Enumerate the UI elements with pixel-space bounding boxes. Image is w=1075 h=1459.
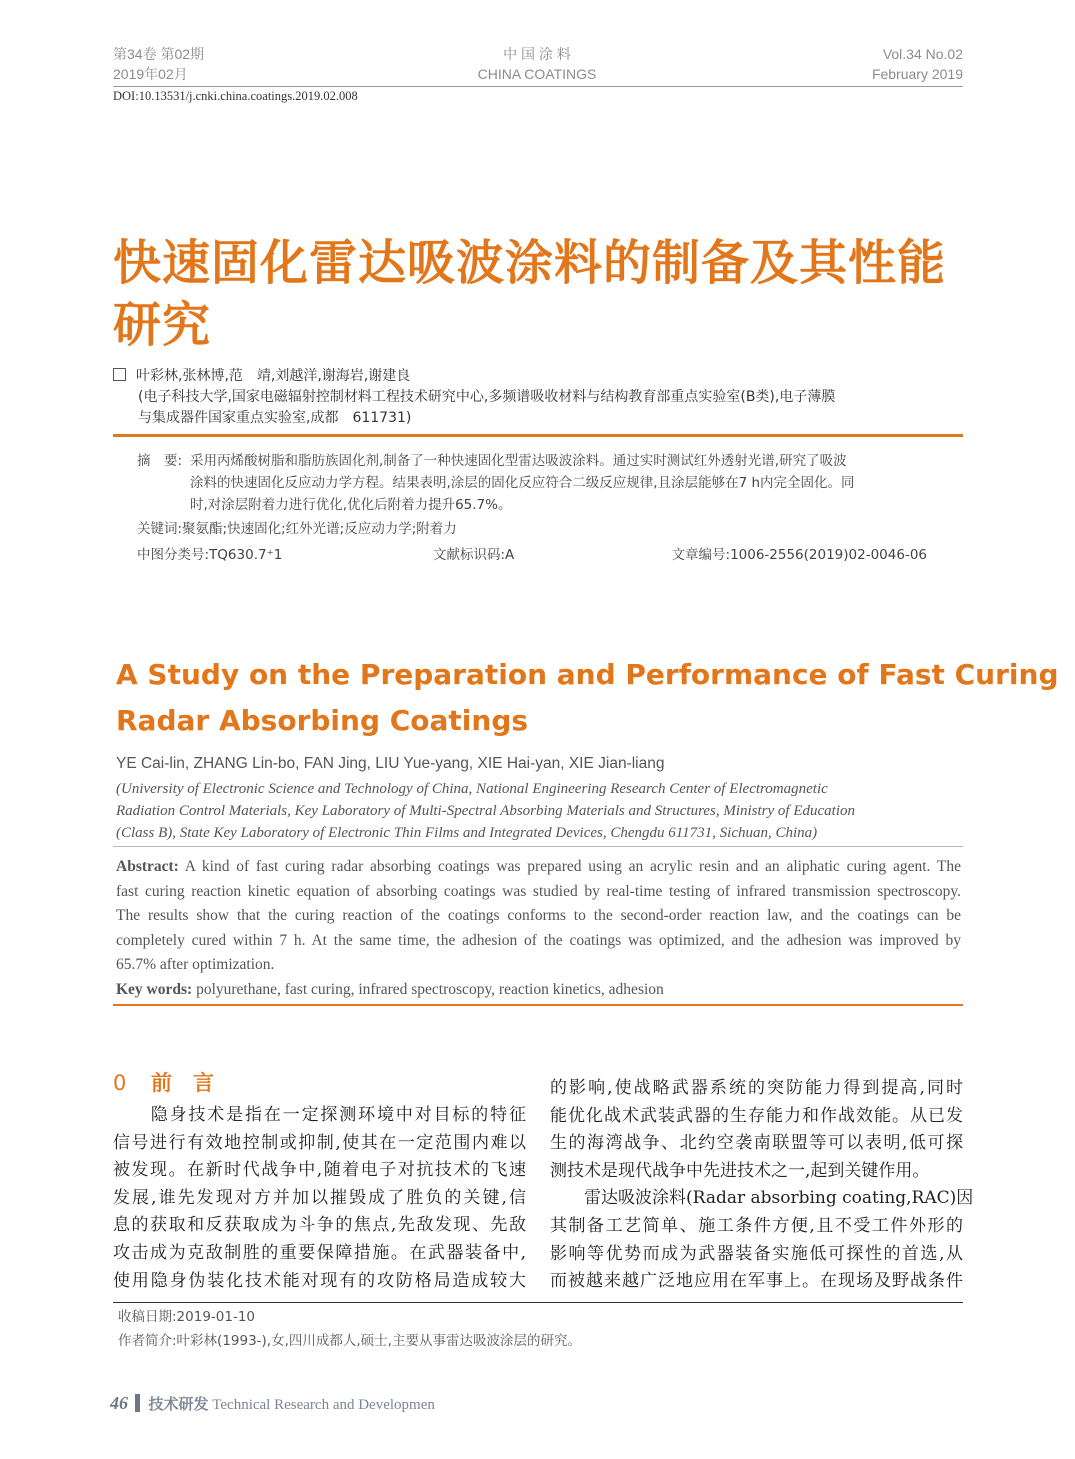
body-line: 其制备工艺简单、施工条件方便,且不受工件外形的 — [550, 1215, 963, 1236]
body-line: 攻击成为克敌制胜的重要保障措施。在武器装备中, — [113, 1242, 526, 1263]
page-footer — [110, 1392, 435, 1416]
keywords-en: polyurethane, fast curing, infrared spectroscopy, reaction kinetics, adhesion — [192, 980, 664, 998]
abstract-en-line: fast curing reaction kinetic equation of absorbing coatings was studied by real-time testing of infrared transmission spectroscopy. — [116, 882, 961, 900]
footnote-rule — [113, 1302, 963, 1303]
journal-name — [437, 44, 637, 84]
abstract-en-line: A kind of fast curing radar absorbing coatings was prepared using an acrylic resin and an aliphatic curing agent. The — [178, 858, 961, 875]
authors-block-cn — [113, 366, 835, 429]
affiliation-cn-line: 与集成器件国家重点实验室,成都 611731) — [138, 410, 412, 426]
date-cn: 2019年02月 — [113, 66, 188, 82]
affiliation-cn-line: (电子科技大学,国家电磁辐射控制材料工程技术研究中心,多频谱吸收材料与结构教育部重点实验室(B类),电子薄膜 — [138, 389, 836, 405]
title-cn-line: 研究 — [113, 297, 212, 353]
body-line: 被发现。在新时代战争中,随着电子对抗技术的飞速 — [113, 1160, 526, 1181]
body-line: 隐身技术是指在一定探测环境中对目标的特征 — [113, 1105, 526, 1125]
title-en-line: A Study on the Preparation and Performance of Fast Curing — [116, 658, 1059, 691]
doi: DOI:10.13531/j.cnki.china.coatings.2019.02.008 — [113, 89, 358, 103]
abstract-en-line: The results show that the curing reaction of the coatings conforms to the second-order reaction law, and the coatings can be — [116, 907, 961, 924]
body-line: 能优化战术武装武器的生存能力和作战效能。从已发 — [550, 1105, 963, 1126]
body-line: 测技术是现代战争中先进技术之一,起到关键作用。 — [550, 1160, 930, 1181]
received-date: 收稿日期:2019-01-10 — [118, 1309, 256, 1325]
keywords-en-label: Key words: — [116, 980, 193, 998]
section-number: 0 — [113, 1071, 127, 1095]
issue-info-en — [872, 44, 963, 84]
journal-name-cn: 中 国 涂 料 — [503, 46, 571, 62]
abstract-en — [116, 855, 961, 1002]
abstract-top-rule — [113, 846, 963, 847]
journal-name-en: CHINA COATINGS — [477, 66, 597, 82]
body-line: 发展,谁先发现对方并加以摧毁成了胜负的关键,信 — [113, 1187, 526, 1208]
volume-cn: 第34卷 第02期 — [113, 46, 205, 62]
issue-info — [113, 44, 204, 84]
keywords-cn: 关键词:聚氨酯;快速固化;红外光谱;反应动力学;附着力 — [137, 521, 457, 537]
footnotes — [118, 1305, 581, 1353]
body-column-right — [550, 1075, 974, 1296]
title-cn-line: 快速固化雷达吸波涂料的制备及其性能 — [113, 235, 947, 291]
abstract-cn-line: 时,对涂层附着力进行优化,优化后附着力提升65.7%。 — [190, 497, 512, 513]
affiliation-en-line: (Class B), State Key Laboratory of Electronic Thin Films and Integrated Devices, Chengdu 611731, Sichuan, China) — [116, 825, 818, 841]
affiliation-en-line: Radiation Control Materials, Key Laboratory of Multi-Spectral Absorbing Materials and Structures, Ministry of Education — [116, 803, 855, 819]
document-code: 文献标识码:A — [433, 547, 515, 563]
body-line: 影响等优势而成为武器装备实施低可探性的首选,从 — [550, 1243, 963, 1264]
body-column-left — [113, 1102, 526, 1295]
author-bio: 作者简介:叶彩林(1993-),女,四川成都人,硕士,主要从事雷达吸波涂层的研究。 — [118, 1333, 581, 1349]
affiliation-en — [116, 778, 855, 844]
date-en: February 2019 — [871, 66, 963, 82]
footer-section-en: Technical Research and Developmen — [212, 1397, 435, 1413]
body-line: 的影响,使战略武器系统的突防能力得到提高,同时 — [550, 1078, 963, 1098]
title-cn — [113, 232, 946, 356]
abstract-cn-line: 涂料的快速固化反应动力学方程。结果表明,涂层的固化反应符合二级反应规律,且涂层能够在7 h内完全固化。同 — [190, 475, 855, 491]
footer-bar-icon — [135, 1394, 140, 1412]
body-line: 雷达吸波涂料(Radar absorbing coating,RAC)因 — [550, 1188, 974, 1209]
section-heading — [113, 1068, 214, 1098]
body-line: 生的海湾战争、北约空袭南联盟等可以表明,低可探 — [550, 1133, 963, 1154]
body-line: 使用隐身伪装化技术能对现有的攻防格局造成较大 — [113, 1270, 526, 1291]
orange-rule-bottom — [113, 1004, 963, 1006]
abstract-en-line: 65.7% after optimization. — [116, 956, 275, 973]
clc-number: 中图分类号:TQ630.7⁺1 — [137, 547, 283, 563]
orange-rule — [113, 434, 963, 437]
body-line: 而被越来越广泛地应用在军事上。在现场及野战条件 — [550, 1271, 963, 1292]
abstract-en-label: Abstract: — [116, 858, 179, 875]
title-en-line: Radar Absorbing Coatings — [116, 704, 529, 737]
abstract-cn-line: 采用丙烯酸树脂和脂肪族固化剂,制备了一种快速固化型雷达吸波涂料。通过实时测试红外透射光谱,研究了吸波 — [190, 453, 847, 469]
body-line: 息的获取和反获取成为斗争的焦点,先敌发现、先敌 — [113, 1215, 526, 1236]
authors-cn: 叶彩林,张林博,范 靖,刘越洋,谢海岩,谢建良 — [136, 368, 411, 384]
classification-row — [137, 544, 927, 566]
header-rule — [113, 86, 963, 87]
volume-en: Vol.34 No.02 — [882, 46, 963, 62]
affiliation-en-line: (University of Electronic Science and Technology of China, National Engineering Research Center of Electromagnetic — [116, 781, 828, 797]
abstract-cn — [137, 450, 927, 566]
checkbox-square-icon — [113, 368, 126, 381]
abstract-cn-label: 摘 要: — [137, 453, 183, 469]
authors-en: YE Cai-lin, ZHANG Lin-bo, FAN Jing, LIU Yue-yang, XIE Hai-yan, XIE Jian-liang — [116, 755, 665, 772]
body-line: 信号进行有效地控制或抑制,使其在一定范围内难以 — [113, 1132, 526, 1153]
footer-section-cn: 技术研发 — [148, 1397, 209, 1413]
section-title: 前 言 — [151, 1071, 214, 1095]
abstract-en-line: completely cured within 7 h. At the same time, the adhesion of the coatings was optimized, and the adhesion was improved by — [116, 931, 961, 949]
title-en — [116, 652, 1059, 744]
page-number: 46 — [110, 1393, 128, 1413]
article-number: 文章编号:1006-2556(2019)02-0046-06 — [671, 547, 927, 563]
